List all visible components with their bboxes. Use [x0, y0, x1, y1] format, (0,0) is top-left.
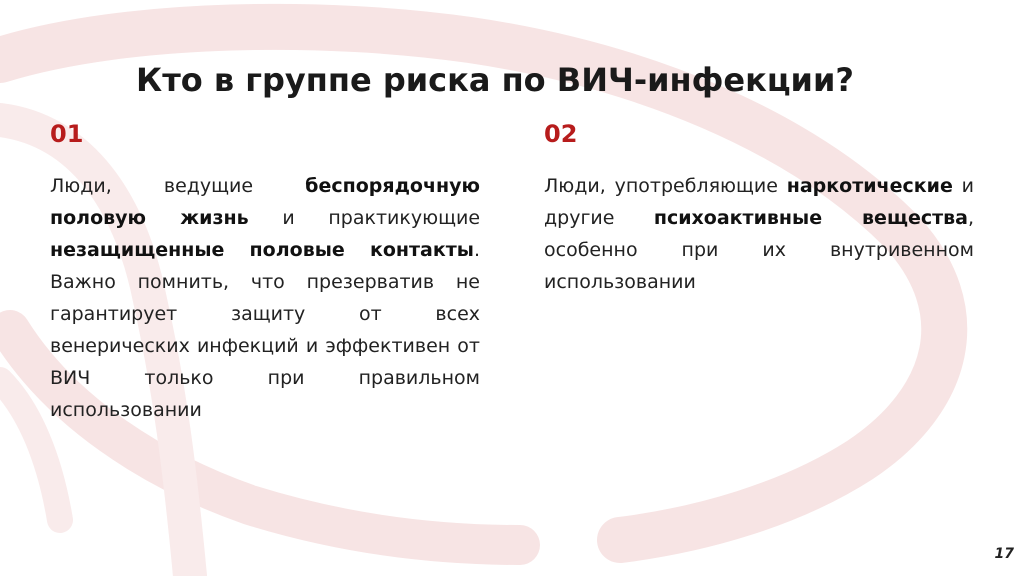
text-segment: . Важно помнить, что презерватив не гарантирует защиту от всех венерических инфекций и эффективен от ВИЧ только при правильном использовании	[50, 239, 480, 421]
text-segment: и практикующие	[248, 207, 481, 229]
bold-text-segment: беспорядочную половую жизнь	[50, 175, 480, 229]
risk-group-item-2	[544, 118, 974, 298]
item-description	[50, 170, 480, 426]
bold-text-segment: психоактивные вещества	[653, 207, 968, 229]
slide-title: Кто в группе риска по ВИЧ-инфекции?	[136, 61, 854, 99]
item-number: 02	[544, 120, 578, 148]
bold-text-segment: наркотические	[786, 175, 953, 197]
text-segment: и другие	[544, 175, 975, 229]
bold-text-segment: незащищенные половые контакты	[50, 239, 474, 261]
item-number: 01	[50, 120, 84, 148]
text-segment: Люди, употребляющие	[544, 175, 787, 197]
text-segment: , особенно при их внутривенном использовании	[544, 207, 974, 293]
item-description	[544, 170, 974, 298]
page-number: 17	[994, 546, 1014, 562]
risk-group-item-1	[50, 118, 480, 426]
text-segment: Люди, ведущие	[50, 175, 306, 197]
